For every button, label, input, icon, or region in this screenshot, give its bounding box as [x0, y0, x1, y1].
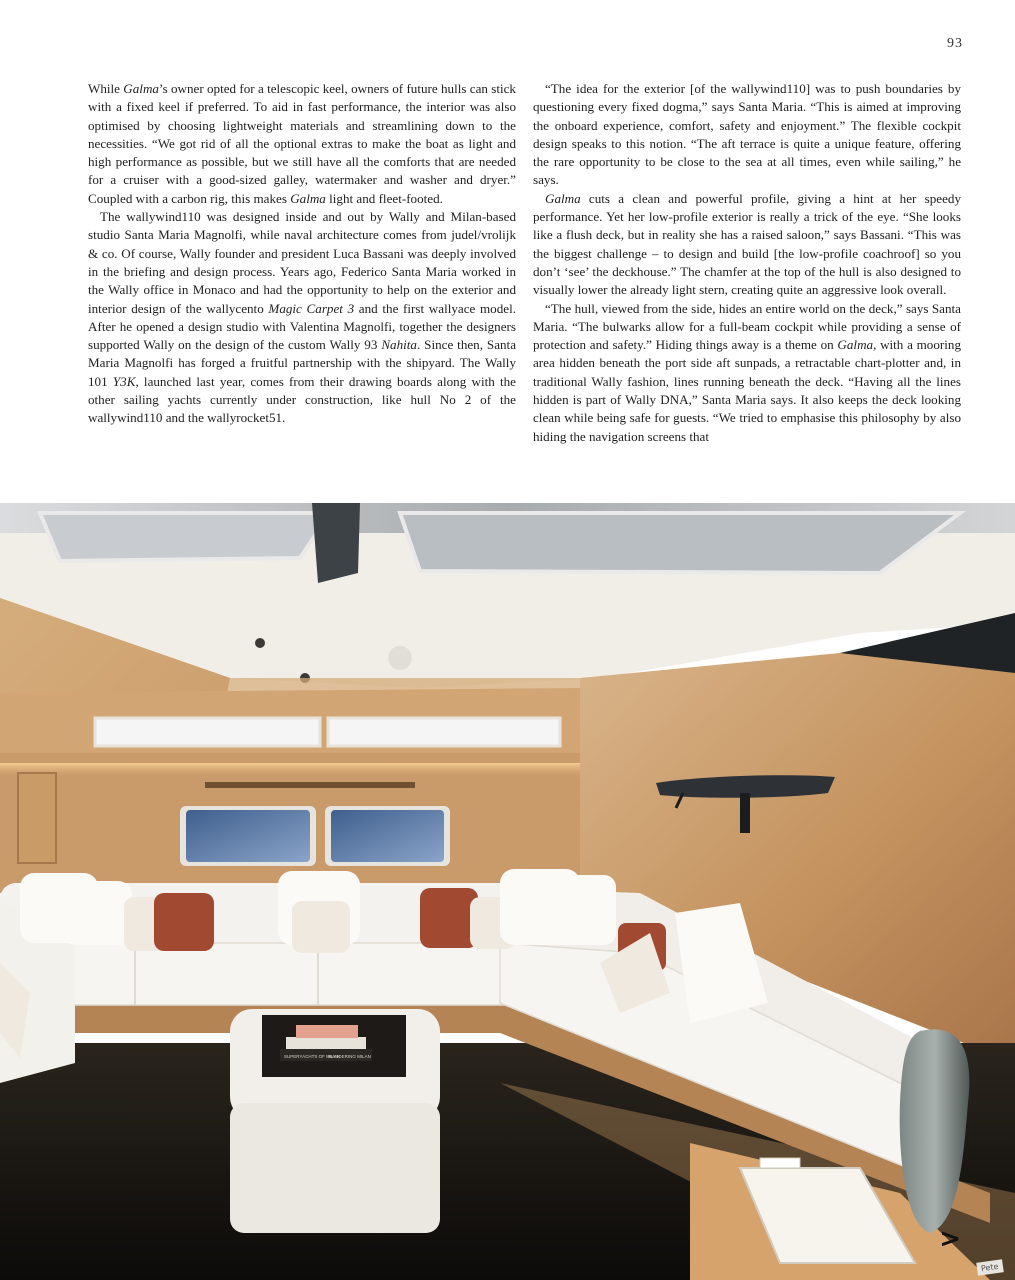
sea-window-left — [186, 810, 310, 862]
text-run: , launched last year, comes from their drawing boards along with the other sailing yachts currently under construction, like hull No 2 of the wallywind110 and the wallyrocket51. — [88, 373, 516, 426]
book-spine-2: WANDERING MILAN — [328, 1054, 371, 1059]
italic-text: Galma — [123, 81, 159, 96]
saloon-photo — [0, 503, 1015, 1280]
clerestory-window-right — [328, 718, 560, 746]
accent-cushion — [154, 893, 214, 951]
sea-window-right — [331, 810, 444, 862]
text-run: light and fleet-footed. — [325, 190, 443, 206]
book-spine-1: SUPERYACHTS OF MILAN — [284, 1054, 340, 1059]
article-paragraph — [533, 300, 961, 446]
text-run: cuts a clean and powerful profile, giving a hint at her speedy performance. Yet her low-profile exterior is really a trick of the eye. “She looks like a flush deck, but in reality she has a raised saloon,” says Bassani. “This was the biggest challenge – to design and build [the low-profile coachroof] so you don’t ‘see’ the deckhouse.” The chamfer at the top of the hull is also designed to visually lower the already light stern, creating quite an aggressive look overall. — [533, 190, 961, 298]
italic-text: Galma — [837, 337, 874, 353]
photo-credit: Pete — [977, 1259, 1004, 1275]
overhead-beam — [312, 503, 360, 583]
text-run: “The idea for the exterior [of the wallywind110] was to push boundaries by questioning every fixed dogma,” says Santa Maria. “This is aimed at improving the onboard experience, comfort, safety and enjoyment.” The flexible cockpit design speaks to this notion. “The aft terrace is quite a unique feature, offering the rare opportunity to be close to the sea at all times, even while sailing,” he says. — [533, 81, 961, 188]
italic-text: Y3K — [112, 373, 136, 389]
article-column-right — [533, 80, 961, 446]
text-run: . Since then, Santa Maria Magnolfi has forged a fruitful partnership with the shipyard. The Wally 101 — [88, 337, 517, 389]
clerestory-window-left — [95, 718, 320, 746]
italic-text: Galma — [290, 190, 326, 206]
text-run: and the first wallyace model. After he opened a design studio with Valentina Magnolfi, together the designers supported Wally on the design of the custom Wally 93 — [88, 300, 517, 353]
text-run: “The hull, viewed from the side, hides an entire world on the deck,” says Santa Maria. “The bulwarks allow for a full-beam cockpit while providing a sense of protection and safety.” Hiding things away is a theme on — [533, 300, 961, 353]
article-paragraph — [88, 80, 516, 208]
article-paragraph — [533, 190, 961, 300]
text-run: ’s owner opted for a telescopic keel, owners of future hulls can stick with a fixed keel if preferred. To aid in fast performance, the interior was also optimised by choosing lightweight materials and streamlining down to the necessities. “We got rid of all the optional extras to make the boat as light and high performance as possible, but we still have all the comforts that are needed for a cruiser with a good-sized galley, watermaker and washer and dryer.” Coupled with a carbon rig, this makes — [88, 81, 516, 206]
article-column-left — [88, 80, 516, 428]
article-paragraph — [88, 208, 516, 428]
sofa-seat-left — [0, 943, 515, 1005]
italic-text: Nahita — [381, 337, 417, 353]
text-run: While — [88, 81, 124, 96]
text-run: , with a mooring area hidden beneath the port side aft sunpads, a retractable chart-plotter and, in traditional Wally fashion, lines running beneath the deck. “Having all the lines hidden is part of Wally DNA,” Santa Maria says. It also keeps the deck looking clean while being safe for guests. “We tried to emphasise this philosophy by also hiding the navigation screens that — [533, 337, 961, 444]
article-paragraph — [533, 80, 961, 190]
skylight-right — [400, 513, 960, 573]
page-number: 93 — [947, 36, 963, 51]
italic-text: Galma — [545, 190, 581, 206]
italic-text: Magic Carpet 3 — [268, 300, 355, 316]
continue-arrow-icon: > — [939, 1224, 961, 1254]
text-run: The wallywind110 was designed inside and out by Wally and Milan-based studio Santa Maria Magnolfi, while naval architecture comes from judel/vrolijk & co. Of course, Wally founder and president Luca Bassani was deeply involved in the briefing and design process. Years ago, Federico Santa Maria worked in the Wally office in Monaco and had the opportunity to help on the exterior and interior design of the wallycento — [88, 209, 516, 316]
skylight-left — [40, 513, 330, 561]
